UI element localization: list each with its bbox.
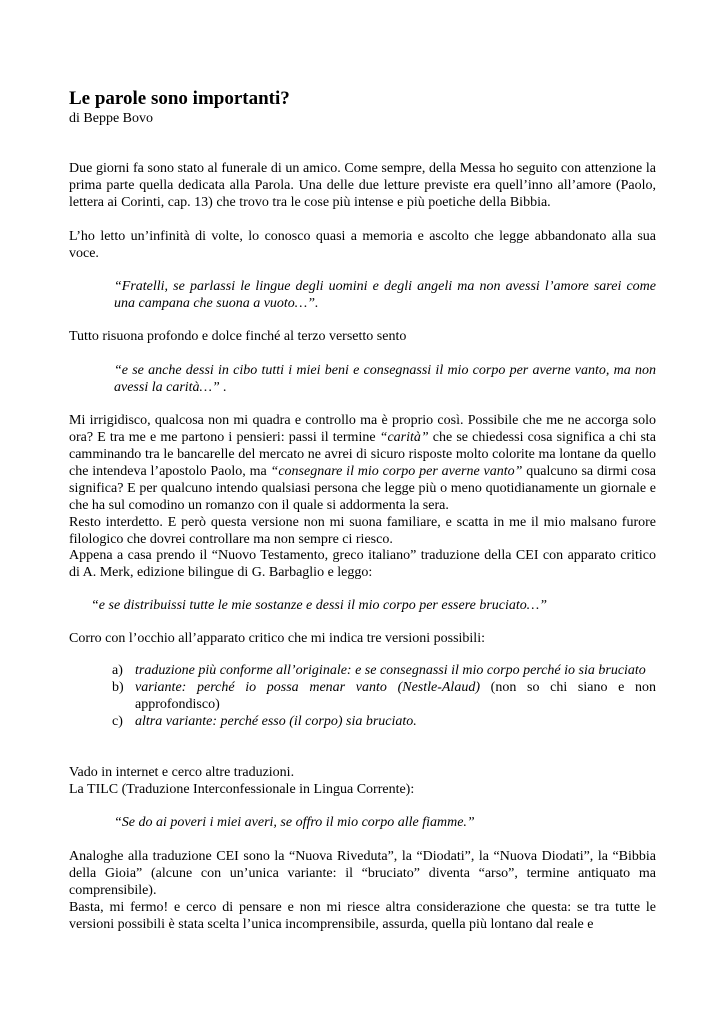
thoughts-term-consegnare: “consegnare il mio corpo per averne vanto” xyxy=(270,464,523,479)
quote-corinthians: “Fratelli, se parlassi le lingue degli uomini e degli angeli ma non avessi l’amore sarei come una campana che suona a vuoto…”. xyxy=(114,279,656,311)
paragraph-philology: Resto interdetto. E però questa versione non mi suona familiare, e scatta in me il mio malsano furore filologico che dovrei controllare ma non sempre ci riesco. xyxy=(69,515,656,547)
list-item xyxy=(69,662,656,679)
list-item xyxy=(69,713,656,730)
thoughts-term-carita: “carità” xyxy=(379,430,429,445)
list-item-italic: altra variante: perché esso (il corpo) sia bruciato. xyxy=(135,714,417,729)
list-marker: c) xyxy=(112,714,123,729)
paragraph-thoughts xyxy=(69,412,656,514)
list-item-italic: traduzione più conforme all’originale: e se consegnassi il mio corpo perché io sia bruciato xyxy=(135,663,646,678)
paragraph-tilc: La TILC (Traduzione Interconfessionale in Lingua Corrente): xyxy=(69,782,415,797)
paragraph-conclusion: Basta, mi fermo! e cerco di pensare e non mi riesce altra considerazione che questa: se tra tutte le versioni possibili è stata scelta l’unica incomprensibile, assurda, quella più lontano dal reale e xyxy=(69,900,656,932)
list-marker: b) xyxy=(112,680,124,695)
article-title: Le parole sono importanti? xyxy=(69,88,290,109)
article-author: di Beppe Bovo xyxy=(69,111,153,126)
quote-charity: “e se anche dessi in cibo tutti i miei beni e consegnassi il mio corpo per averne vanto, ma non avessi la carità…” . xyxy=(114,363,656,395)
list-item-italic: variante: perché io possa menar vanto (Nestle-Alaud) xyxy=(135,680,480,695)
paragraph-internet: Vado in internet e cerco altre traduzioni. xyxy=(69,765,295,780)
versions-list xyxy=(69,662,656,730)
list-item-plain: (non so chi siano e non approfondisco) xyxy=(135,680,656,712)
paragraph-read: L’ho letto un’infinità di volte, lo conosco quasi a memoria e ascolto che legge abbandonato alla sua voce. xyxy=(69,229,656,261)
list-marker: a) xyxy=(112,663,123,678)
paragraph-critical-apparatus: Corro con l’occhio all’apparato critico che mi indica tre versioni possibili: xyxy=(69,631,485,646)
paragraph-funeral: Due giorni fa sono stato al funerale di un amico. Come sempre, della Messa ho seguito con attenzione la prima parte quella dedicata alla Parola. Una delle due letture previste era quell’inno all’amore (Paolo, lettera ai Corinti, cap. 13) che trovo tra le cose più intense e più poetiche della Bibbia. xyxy=(69,161,656,210)
list-item xyxy=(69,679,656,713)
paragraph-third-verse: Tutto risuona profondo e dolce finché al terzo versetto sento xyxy=(69,329,407,344)
paragraph-new-testament: Appena a casa prendo il “Nuovo Testamento, greco italiano” traduzione della CEI con apparato critico di A. Merk, edizione bilingue di G. Barbaglio e leggo: xyxy=(69,548,656,580)
quote-cei: “e se distribuissi tutte le mie sostanze e dessi il mio corpo per essere bruciato…” xyxy=(91,598,548,613)
paragraph-analogous: Analoghe alla traduzione CEI sono la “Nuova Riveduta”, la “Diodati”, la “Nuova Diodati”, la “Bibbia della Gioia” (alcune con un’unica variante: il “bruciato” diventa “arso”, termine antiquato ma comprensibile). xyxy=(69,849,656,898)
quote-tilc: “Se do ai poveri i miei averi, se offro il mio corpo alle fiamme.” xyxy=(114,815,475,830)
thoughts-text-3: qualcuno sa dirmi cosa significa? E per qualcuno intendo qualsiasi persona che legge più o meno quotidianamente un giornale e che ha sul comodino un romanzo con il quale si addormenta la sera. xyxy=(69,464,656,513)
thoughts-text-1: Mi irrigidisco, qualcosa non mi quadra e controllo ma è proprio così. Possibile che me ne accorga solo ora? E tra me e me partono i pensieri: passi il termine xyxy=(69,413,656,445)
thoughts-text-2: che se chiedessi cosa significa a chi sta camminando tra le bancarelle del mercato ne avrei di sicuro risposte molto colorite ma lontane da quello che intendeva l’apostolo Paolo, ma xyxy=(69,430,657,479)
